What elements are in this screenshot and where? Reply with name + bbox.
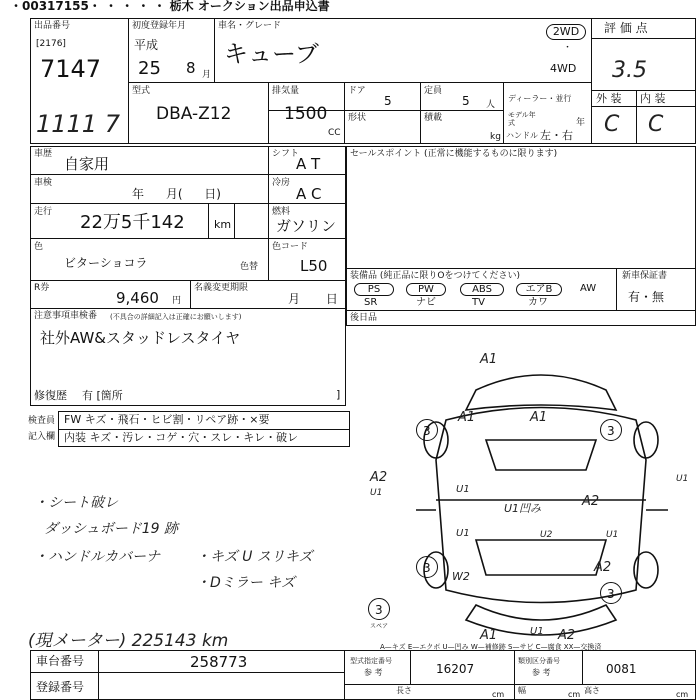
lot-handwritten: 1111 7: [36, 110, 120, 138]
recycle-label: R券: [34, 283, 50, 293]
repair-value: 有 [箇所: [82, 389, 123, 402]
name-change-label: 名義変更期限: [194, 283, 249, 293]
mark-u1-d: U1: [676, 474, 689, 484]
inspector-row-2: 内装 キズ・汚レ・コゲ・穴・スレ・キレ・破レ: [64, 431, 299, 444]
mileage-value: 22万5千142: [80, 212, 185, 233]
mark-u1-e: U1: [606, 530, 619, 540]
registration-year: 25: [138, 58, 161, 79]
score-value: 3.5: [612, 58, 647, 83]
equipment-label: 装備品 (純正品に限りOをつけてください): [350, 271, 520, 281]
drive-2wd: 2WD: [546, 24, 586, 40]
spare-label: スペア: [370, 623, 389, 630]
accessories-label: 後日品: [350, 313, 378, 323]
inspection-date: 年 月( 日): [132, 187, 221, 201]
mark-u2: U2: [540, 530, 553, 540]
displacement-label: 排気量: [272, 86, 300, 96]
mark-a1-top: A1: [480, 352, 498, 367]
inspector-row-1: FW キズ・飛石・ヒビ割・リペア跡・×要: [64, 413, 270, 426]
capacity-label: 定員: [424, 86, 443, 96]
hand-note-4: ・キズ U スリキズ: [196, 549, 313, 565]
mileage-label: 走行: [34, 207, 53, 217]
class-value: 0081: [606, 662, 637, 676]
color-code-label: 色コード: [272, 242, 309, 252]
type-value: 16207: [436, 662, 475, 676]
exterior-grade: C: [604, 112, 620, 137]
equipment-pw: PW: [406, 283, 446, 296]
shift-value: A T: [296, 155, 321, 173]
tire-3-rear-right: 3: [600, 582, 622, 604]
inspector-label-1: 検査員: [28, 416, 56, 426]
shape-label: 形状: [348, 113, 367, 123]
equipment-navi: ナビ: [416, 297, 436, 308]
mark-a2-left: A2: [370, 470, 388, 485]
color-code-value: L50: [300, 257, 328, 275]
car-name: キューブ: [224, 40, 319, 68]
width-label: 幅: [518, 686, 526, 695]
mark-u1-dent: U1凹み: [504, 502, 542, 515]
fuel-value: ガソリン: [276, 217, 337, 235]
usage-value: 自家用: [64, 155, 110, 173]
equipment-airbag: エアB: [516, 283, 562, 296]
mark-u1-a: U1: [370, 488, 383, 498]
name-change-date: 月 日: [288, 292, 338, 306]
ac-value: A C: [296, 185, 322, 203]
lot-code: [2176]: [36, 39, 66, 49]
selling-points-label: セールスポイント (正常に機能するものに限ります): [350, 149, 558, 159]
tire-3-front-left: 3: [416, 419, 438, 441]
color-label: 色: [34, 242, 44, 252]
hand-note-2: ダッシュボード19 跡: [44, 521, 178, 537]
car-name-label: 車名・グレード: [218, 21, 282, 31]
registration-label: 初度登録年月: [132, 21, 187, 31]
tire-3-spare: 3: [368, 598, 390, 620]
lot-number: 7147: [40, 55, 102, 83]
hand-note-3: ・ハンドルカバーナ: [34, 549, 160, 565]
capacity-value: 5: [462, 94, 470, 108]
hand-note-5: ・Dミラー キズ: [196, 575, 295, 591]
repair-label: 修復歴: [34, 389, 67, 402]
equipment-leather: カワ: [528, 297, 548, 308]
doors-value: 5: [384, 94, 392, 108]
length-label: 長さ: [396, 686, 412, 695]
model-value: DBA-Z12: [156, 104, 232, 124]
warranty-label: 新車保証書: [622, 271, 668, 281]
score-label: 評 価 点: [604, 21, 648, 35]
tire-3-front-right: 3: [600, 419, 622, 441]
fuel-label: 燃料: [272, 207, 291, 217]
registration-month: 8: [186, 59, 196, 77]
model-label: 型式: [132, 86, 151, 96]
class-label: 類別区分番号: [518, 657, 560, 665]
mark-a2-bottom: A2: [558, 628, 576, 643]
equipment-tv: TV: [472, 297, 485, 308]
interior-grade: C: [648, 112, 664, 137]
ac-label: 冷房: [272, 178, 291, 188]
load-label: 積載: [424, 113, 443, 123]
hand-note-1: ・シート破レ: [34, 495, 118, 511]
doors-label: ドア: [348, 86, 366, 96]
mark-a2-rear: A2: [594, 560, 612, 575]
height-label: 高さ: [584, 686, 600, 695]
mark-u1-b: U1: [456, 484, 470, 495]
recycle-value: 9,460: [116, 289, 159, 307]
lot-label: 出品番号: [34, 21, 71, 31]
notes-label: 注意事項車検番: [34, 311, 98, 321]
interior-label: 内 装: [640, 92, 666, 105]
mark-a1-left: A1: [458, 410, 476, 425]
type-label: 型式指定番号: [350, 657, 392, 665]
dealer-label: ディーラー・並行: [508, 94, 572, 103]
model-year-label: モデル年式: [508, 111, 536, 127]
equipment-sr: SR: [364, 297, 378, 308]
chassis-value: 258773: [190, 653, 248, 671]
top-block: [30, 18, 696, 144]
mark-a1-bottom: A1: [480, 628, 498, 643]
displacement-value: 1500: [284, 104, 328, 124]
mark-w2: W2: [452, 570, 470, 583]
equipment-abs: ABS: [460, 283, 504, 296]
shift-label: シフト: [272, 149, 300, 159]
mark-a2-right: A2: [582, 494, 600, 509]
equipment-ps: PS: [354, 283, 394, 296]
equipment-aw: AW: [580, 283, 597, 294]
usage-label: 車歴: [34, 149, 53, 159]
diagram-legend: A—キズ E—エクボ U—凹み W—補修跡 S—サビ C—腐食 XX—交換済: [380, 643, 602, 651]
warranty-value: 有・無: [628, 290, 665, 304]
inspection-label: 車検: [34, 178, 53, 188]
color-value: ビターショコラ: [64, 256, 148, 270]
handle-value: 左・右: [540, 129, 573, 142]
notes-value: 社外AW&スタッドレスタイヤ: [40, 329, 241, 347]
chassis-label: 車台番号: [36, 654, 85, 668]
registration-era: 平成: [134, 38, 159, 52]
tire-3-rear-left: 3: [416, 556, 438, 578]
mark-u1-c: U1: [456, 528, 470, 539]
color-change-label: 色替: [240, 262, 259, 272]
meter-note: (現メーター) 225143 km: [28, 631, 229, 651]
exterior-label: 外 装: [596, 92, 622, 105]
mark-a1-right: A1: [530, 410, 548, 425]
mark-u1-bottom: U1: [530, 626, 544, 637]
header-strip: ・00317155・ ・ ・ ・ ・ 栃木 オークション出品申込書: [10, 0, 330, 13]
drive-4wd: 4WD: [550, 62, 577, 75]
inspector-label-2: 記入欄: [28, 432, 56, 442]
damage-diagram: [406, 360, 696, 650]
registration-number-label: 登録番号: [36, 680, 85, 694]
handle-label: ハンドル: [506, 131, 538, 140]
